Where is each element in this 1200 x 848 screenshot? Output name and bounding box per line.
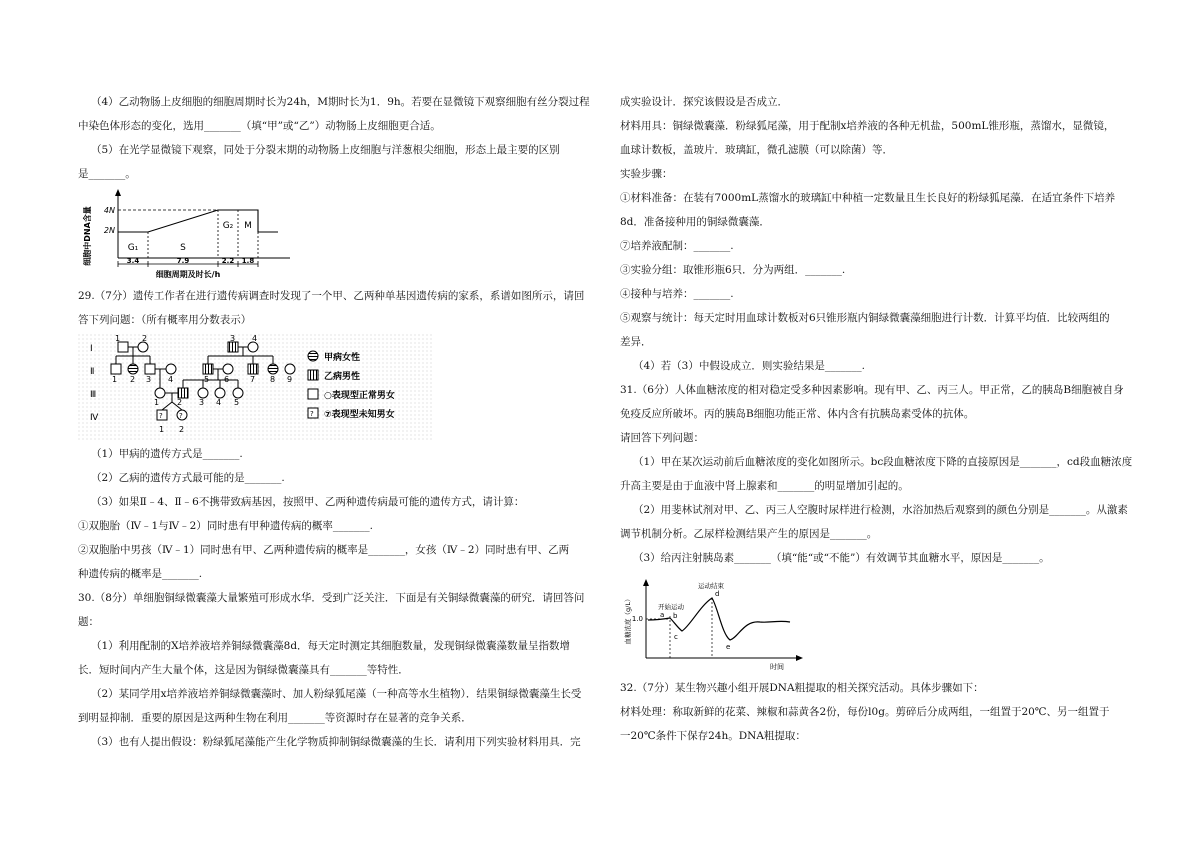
right-column xyxy=(620,90,1140,748)
cycle-xlabel: 细胞周期及时长/h xyxy=(155,270,221,279)
glucose-ytick: 1.0 xyxy=(631,615,643,623)
q30-2-line2: 到明显抑制．重要的原因是这两种生物在利用_______等资源时存在显著的竞争关系． xyxy=(78,712,472,724)
svg-text:5: 5 xyxy=(204,375,210,384)
duration-s: 7.9 xyxy=(176,257,190,265)
svg-text:?: ? xyxy=(179,412,183,420)
glucose-figure xyxy=(620,576,1140,674)
q31-line3: 请回答下列问题： xyxy=(620,432,704,444)
step3: ③实验分组：取锥形瓶6只．分为两组．_______. xyxy=(620,264,846,276)
step5-line2: 差异． xyxy=(620,336,652,348)
svg-text:3: 3 xyxy=(230,334,236,343)
q29-3-2-line2: 种遗传病的概率是_______. xyxy=(78,568,203,580)
q31-2-line1: （2）用斐林试剂对甲、乙、丙三人空腹时尿样进行检测，水浴加热后观察到的颜色分别是_______。从激素 xyxy=(633,504,1128,516)
svg-text:4: 4 xyxy=(168,375,174,384)
gen-4: Ⅳ xyxy=(90,413,99,423)
q31-1-line2: 升高主要是由于血液中肾上腺素和_______的明显增加引起的。 xyxy=(620,480,909,492)
materials-line1: 材料用具：铜绿微囊藻．粉绿狐尾藻，用于配制x培养液的各种无机盐，500mL锥形瓶，蒸馏水，显微镜， xyxy=(620,120,1115,132)
phase-g2: G₂ xyxy=(222,221,234,231)
q29-line2: 答下列问题：（所有概率用分数表示） xyxy=(78,314,252,326)
point-c: c xyxy=(674,633,678,641)
point-d: d xyxy=(715,590,720,598)
svg-text:1: 1 xyxy=(159,425,165,434)
q30-3-line2: 成实验设计．探究该假设是否成立． xyxy=(620,96,788,108)
svg-text:7: 7 xyxy=(250,375,256,384)
svg-text:3: 3 xyxy=(199,398,205,407)
annot-end: 运动结束 xyxy=(698,582,724,590)
q32-line1: 32.（7分）某生物兴趣小组开展DNA粗提取的相关探究活动。具体步骤如下： xyxy=(620,682,984,694)
q30-3-line1: （3）也有人提出假设：粉绿狐尾藻能产生化学物质抑制铜绿微囊藻的生长．请利用下列实验材料用具．完 xyxy=(91,736,581,748)
q32-line3: 一20℃条件下保存24h。DNA粗提取： xyxy=(620,730,806,742)
svg-text:3: 3 xyxy=(146,375,152,384)
svg-text:8: 8 xyxy=(270,375,276,384)
q28-5-line2: 是_______。 xyxy=(78,168,136,180)
q31-3: （3）给丙注射胰岛素_______（填“能“或“不能”）有效调节其血糖水平，原因是_______。 xyxy=(633,552,1050,564)
svg-text:2: 2 xyxy=(142,334,148,343)
svg-text:6: 6 xyxy=(224,375,230,384)
q29-1: （1）甲病的遗传方式是_______. xyxy=(91,448,243,460)
cell-cycle-figure xyxy=(78,188,596,282)
step4: ④接种与培养：_______. xyxy=(620,288,734,300)
phase-s: S xyxy=(180,243,186,253)
svg-text:1: 1 xyxy=(154,398,160,407)
q29-3-1: ①双胞胎（Ⅳ﹣1与Ⅳ﹣2）同时患有甲种遗传病的概率_______. xyxy=(78,520,373,532)
point-b: b xyxy=(673,612,678,620)
point-a: a xyxy=(660,611,665,619)
gen-1: Ⅰ xyxy=(90,344,93,354)
q28-4-line2: 中染色体形态的变化，选用_______（填“甲”或“乙”）动物肠上皮细胞更合适。 xyxy=(78,120,441,132)
cycle-ytick-2n: 2N xyxy=(103,226,115,235)
q28-4-line1: （4）乙动物肠上皮细胞的细胞周期时长为24h，M期时长为1．9h。若要在显微镜下观察细胞有丝分裂过程 xyxy=(91,96,590,108)
phase-g1: G₁ xyxy=(127,243,139,253)
q31-2-line2: 调节机制分析。乙尿样检测结果产生的原因是_______。 xyxy=(620,528,878,540)
svg-text:?: ? xyxy=(310,410,314,418)
phase-m: M xyxy=(244,221,252,231)
q31-line2: 免疫反应所破坏。丙的胰岛B细胞功能正常、体内含有抗胰岛素受体的抗体。 xyxy=(620,408,975,420)
svg-text:4: 4 xyxy=(252,334,258,343)
steps-heading: 实验步骤： xyxy=(620,168,673,180)
q29-3-2-line1: ②双胞胎中男孩（Ⅳ﹣1）同时患有甲、乙两种遗传病的概率是_______，女孩（Ⅳ﹣2）同时患有甲、乙两 xyxy=(78,544,570,556)
step1-line2: 8d．准备接种用的铜绿微囊藻． xyxy=(620,216,770,228)
glucose-xlabel: 时间 xyxy=(770,663,784,671)
q30-1-line2: 长．短时间内产生大量个体，这是因为铜绿微囊藻具有_______等特性． xyxy=(78,664,409,676)
q32-line2: 材料处理：称取新鲜的花菜、辣椒和蒜黄各2份，每份l0g。剪碎后分成两组，一组置于20℃、另一组置于 xyxy=(620,706,1110,718)
pedigree-chart xyxy=(78,334,438,440)
step5-line1: ⑤观察与统计：每天定时用血球计数板对6只锥形瓶内铜绿微囊藻细胞进行计数．计算平均值．比较两组的 xyxy=(620,312,1110,324)
legend-jia-female: 甲病女性 xyxy=(324,353,361,363)
svg-text:2: 2 xyxy=(130,375,136,384)
legend-unknown: ⑦表现型未知男女 xyxy=(324,410,395,420)
svg-text:1: 1 xyxy=(115,334,121,343)
step1-line1: ①材料准备：在装有7000mL蒸馏水的玻璃缸中种植一定数量且生长良好的粉绿狐尾藻．在适宜条件下培养 xyxy=(620,192,1116,204)
glucose-chart xyxy=(620,576,820,674)
q30-2-line1: （2）某同学用x培养液培养铜绿微囊藻时、加人粉绿狐尾藻（一种高等水生植物）．结果铜绿微囊藻生长受 xyxy=(91,688,582,700)
annot-start: 开始运动 xyxy=(658,603,684,611)
duration-g1: 3.4 xyxy=(126,257,140,265)
svg-text:1: 1 xyxy=(112,375,118,384)
svg-text:2: 2 xyxy=(179,425,185,434)
point-e: e xyxy=(726,643,731,651)
legend-normal: ○表现型正常男女 xyxy=(324,391,395,401)
gen-2: Ⅱ xyxy=(90,367,95,377)
q31-line1: 31.（6分）人体血糖浓度的相对稳定受多种因素影响。现有甲、乙、丙三人。甲正常，乙的胰岛B细胞被自身 xyxy=(620,384,1124,396)
materials-line2: 血球计数板，盖玻片．玻璃缸，微孔滤膜（可以除菌）等． xyxy=(620,144,893,156)
cycle-ytick-4n: 4N xyxy=(103,206,115,215)
svg-text:2: 2 xyxy=(177,398,183,407)
legend-yi-male: 乙病男性 xyxy=(324,372,361,382)
q29-3: （3）如果Ⅱ﹣4、Ⅱ﹣6不携带致病基因，按照甲、乙两种遗传病最可能的遗传方式，请计算： xyxy=(91,496,525,508)
cell-cycle-chart xyxy=(78,188,298,282)
glucose-ylabel: 血糖浓度（g/L） xyxy=(624,595,632,645)
q30-line2: 题： xyxy=(78,616,99,628)
q31-1-line1: （1）甲在某次运动前后血糖浓度的变化如图所示。bc段血糖浓度下降的直接原因是_______，cd段血糖浓度 xyxy=(633,456,1133,468)
step2: ⑦培养液配制：_______. xyxy=(620,240,734,252)
svg-text:?: ? xyxy=(159,412,163,420)
svg-text:4: 4 xyxy=(216,398,222,407)
q29-line1: 29.（7分）遗传工作者在进行遗传病调查时发现了一个甲、乙两种单基因遗传病的家系，系谱如图所示，请回 xyxy=(78,290,585,302)
pedigree-figure xyxy=(78,334,596,440)
cycle-ylabel: 细胞中DNA含量 xyxy=(83,206,92,266)
q30-4: （4）若（3）中假设成立．则实验结果是_______. xyxy=(633,360,865,372)
q28-5-line1: （5）在光学显微镜下观察，同处于分裂末期的动物肠上皮细胞与洋葱根尖细胞，形态上最主要的区别 xyxy=(91,144,560,156)
q29-2: （2）乙病的遗传方式最可能的是_______. xyxy=(91,472,285,484)
svg-text:9: 9 xyxy=(287,375,293,384)
q30-1-line1: （1）利用配制的X培养液培养铜绿微囊藻8d．每天定时测定其细胞数量，发现铜绿微囊藻数量呈指数增 xyxy=(91,640,571,652)
gen-3: Ⅲ xyxy=(90,390,97,400)
q30-line1: 30.（8分）单细胞铜绿微囊藻大量繁殖可形成水华．受到广泛关注．下面是有关铜绿微囊藻的研究．请回答问 xyxy=(78,592,585,604)
left-column xyxy=(78,90,596,754)
duration-m: 1.8 xyxy=(241,257,255,265)
duration-g2: 2.2 xyxy=(221,257,235,265)
svg-text:5: 5 xyxy=(234,398,240,407)
